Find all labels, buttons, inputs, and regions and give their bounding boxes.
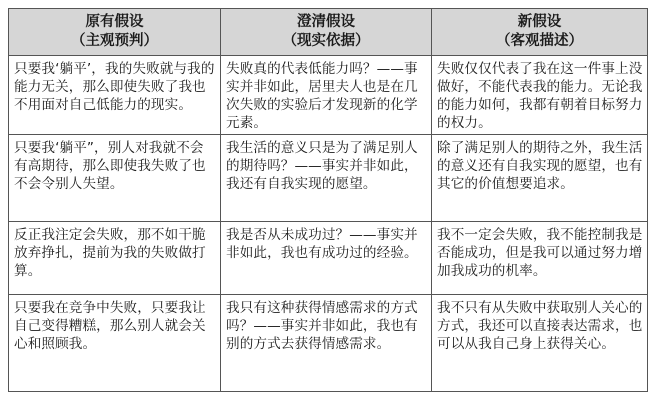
table-row xyxy=(9,135,648,222)
original-assumption-cell: 只要我‘躺平’，我的失败就与我的能力无关，那么即使失败了我也不用面对自己低能力的现实。 xyxy=(9,56,221,135)
table-row xyxy=(9,221,648,294)
table-row xyxy=(9,56,648,135)
clarified-assumption-cell: 失败真的代表低能力吗？——事实并非如此，居里夫人也是在几次失败的实验后才发现新的化学元素。 xyxy=(221,56,432,135)
assumption-table xyxy=(8,8,648,392)
header-row xyxy=(9,9,648,56)
header-clarified-assumption xyxy=(221,9,432,56)
clarified-assumption-cell: 我只有这种获得情感需求的方式吗？——事实并非如此，我也有别的方式去获得情感需求。 xyxy=(221,295,432,392)
original-assumption-cell: 反正我注定会失败，那不如干脆放弃挣扎，提前为我的失败做打算。 xyxy=(9,221,221,294)
original-assumption-cell: 只要我‘躺平”，别人对我就不会有高期待，那么即使我失败了也不会令别人失望。 xyxy=(9,135,221,222)
clarified-assumption-cell: 我生活的意义只是为了满足别人的期待吗？——事实并非如此，我还有自我实现的愿望。 xyxy=(221,135,432,222)
table-row xyxy=(9,295,648,392)
new-assumption-cell: 失败仅仅代表了我在这一件事上没做好，不能代表我的能力。无论我的能力如何，我都有朝着目标努力的权力。 xyxy=(432,56,648,135)
new-assumption-cell: 我不只有从失败中获取别人关心的方式，我还可以直接表达需求，也可以从我自己身上获得关心。 xyxy=(432,295,648,392)
new-assumption-cell: 除了满足别人的期待之外，我生活的意义还有自我实现的愿望，也有其它的价值想要追求。 xyxy=(432,135,648,222)
header-title: 新假设 xyxy=(517,14,562,30)
clarified-assumption-cell: 我是否从未成功过？——事实并非如此，我也有成功过的经验。 xyxy=(221,221,432,294)
header-subtitle: （客观描述） xyxy=(496,33,583,49)
header-title: 澄清假设 xyxy=(297,14,355,30)
header-original-assumption xyxy=(9,9,221,56)
header-subtitle: （主观预判） xyxy=(71,33,158,49)
original-assumption-cell: 只要我在竞争中失败，只要我让自己变得糟糕，那么别人就会关心和照顾我。 xyxy=(9,295,221,392)
header-subtitle: （现实依据） xyxy=(282,33,370,49)
header-title: 原有假设 xyxy=(85,14,144,30)
header-new-assumption xyxy=(432,9,648,56)
new-assumption-cell: 我不一定会失败，我不能控制我是否能成功，但是我可以通过努力增加我成功的机率。 xyxy=(432,221,648,294)
